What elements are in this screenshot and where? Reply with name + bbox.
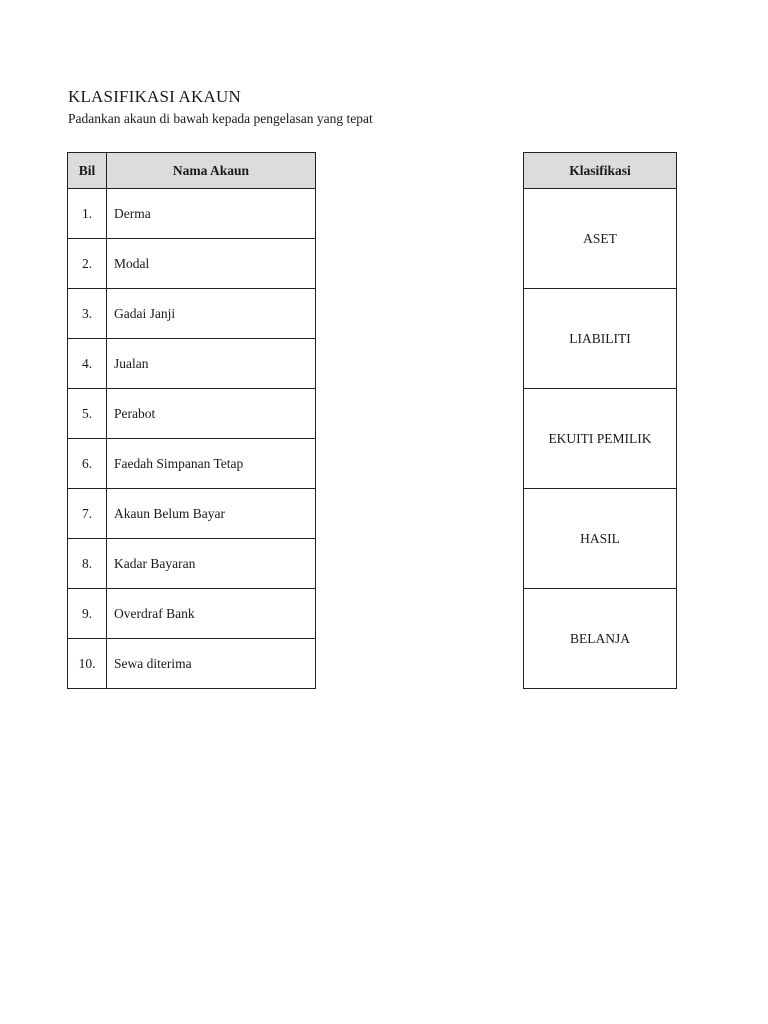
table-row [68,639,316,689]
table-row [68,189,316,239]
table-row [68,489,316,539]
row-number: 3. [68,289,107,339]
account-name: Sewa diterima [107,639,316,689]
accounts-table [67,152,316,689]
account-name: Gadai Janji [107,289,316,339]
account-name: Derma [107,189,316,239]
account-name: Perabot [107,389,316,439]
classification-item: LIABILITI [524,289,677,389]
account-name: Modal [107,239,316,289]
table-row [68,539,316,589]
row-number: 2. [68,239,107,289]
row-number: 7. [68,489,107,539]
page-title: KLASIFIKASI AKAUN [68,87,241,106]
table-row [524,489,677,589]
header-bil: Bil [68,153,107,189]
row-number: 4. [68,339,107,389]
account-name: Kadar Bayaran [107,539,316,589]
table-row [524,189,677,289]
table-row [524,389,677,489]
account-name: Faedah Simpanan Tetap [107,439,316,489]
table-row [68,589,316,639]
row-number: 9. [68,589,107,639]
table-row [68,239,316,289]
account-name: Akaun Belum Bayar [107,489,316,539]
classification-table [523,152,677,689]
row-number: 6. [68,439,107,489]
row-number: 5. [68,389,107,439]
classification-header-row [524,153,677,189]
table-row [68,289,316,339]
table-row [68,439,316,489]
account-name: Overdraf Bank [107,589,316,639]
instruction-text: Padankan akaun di bawah kepada pengelasan yang tepat [68,111,373,126]
row-number: 1. [68,189,107,239]
row-number: 10. [68,639,107,689]
classification-item: HASIL [524,489,677,589]
row-number: 8. [68,539,107,589]
header-klasifikasi: Klasifikasi [524,153,677,189]
classification-item: BELANJA [524,589,677,689]
accounts-header-row [68,153,316,189]
table-row [68,339,316,389]
table-row [524,289,677,389]
table-row [524,589,677,689]
account-name: Jualan [107,339,316,389]
classification-item: ASET [524,189,677,289]
header-nama-akaun: Nama Akaun [107,153,316,189]
classification-item: EKUITI PEMILIK [524,389,677,489]
table-row [68,389,316,439]
